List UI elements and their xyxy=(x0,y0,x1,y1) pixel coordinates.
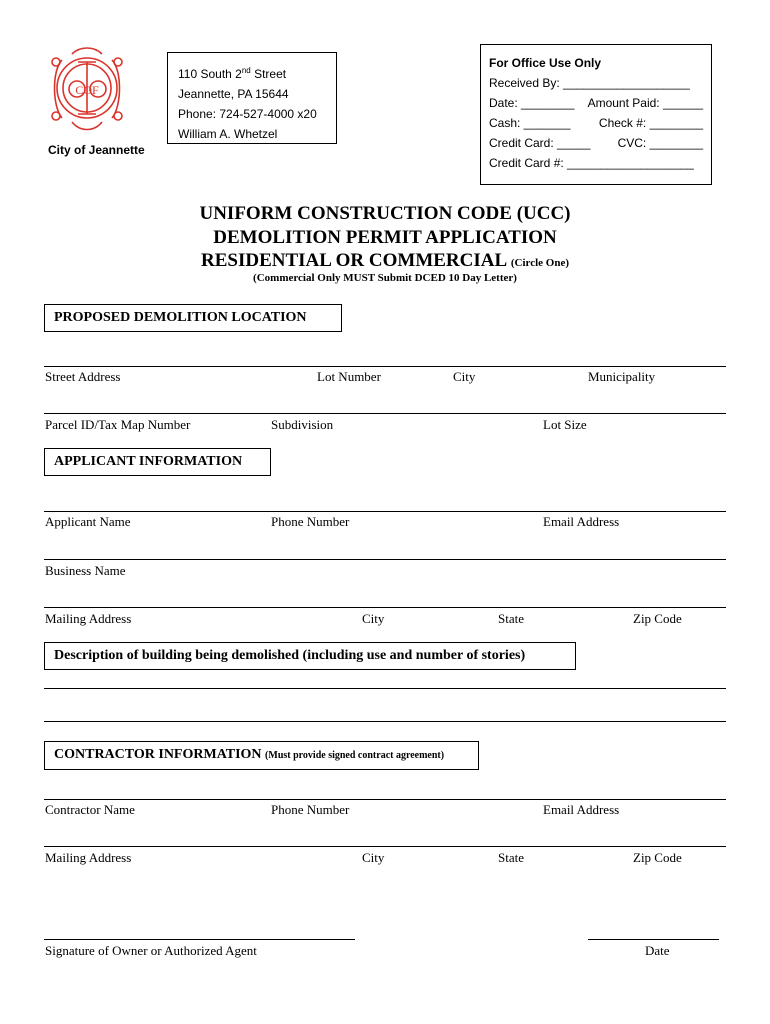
section-heading-applicant: APPLICANT INFORMATION xyxy=(44,448,271,476)
contractor-row1-line[interactable] xyxy=(44,799,726,800)
lot-number-label: Lot Number xyxy=(317,369,381,384)
date-line[interactable] xyxy=(588,939,719,940)
applicant-row2-line[interactable] xyxy=(44,559,726,560)
contractor-zip-label: Zip Code xyxy=(633,850,682,865)
city-name: City of Jeannette xyxy=(48,143,145,157)
check-field[interactable]: Check #: ________ xyxy=(598,116,703,130)
section-heading-location: PROPOSED DEMOLITION LOCATION xyxy=(44,304,342,332)
lot-size-label: Lot Size xyxy=(543,417,587,432)
contractor-state-label: State xyxy=(498,850,524,865)
form-subtitle: (Commercial Only MUST Submit DCED 10 Day Letter) xyxy=(253,272,517,284)
parcel-id-label: Parcel ID/Tax Map Number xyxy=(45,417,191,432)
amount-paid-field[interactable]: Amount Paid: ______ xyxy=(587,96,703,110)
business-name-label: Business Name xyxy=(45,563,126,578)
form-title-line-3: RESIDENTIAL OR COMMERCIAL (Circle One) xyxy=(201,250,569,271)
form-title-line-2: DEMOLITION PERMIT APPLICATION xyxy=(213,227,557,248)
cash-field[interactable]: Cash: _______ xyxy=(489,116,571,130)
contractor-row2-line[interactable] xyxy=(44,846,726,847)
address-phone: Phone: 724-527-4000 x20 xyxy=(178,107,317,121)
subdivision-label: Subdivision xyxy=(271,417,334,432)
credit-card-number-field[interactable]: Credit Card #: ___________________ xyxy=(489,156,694,170)
applicant-phone-label: Phone Number xyxy=(271,514,350,529)
applicant-mailing-address-label: Mailing Address xyxy=(45,611,132,626)
city-label: City xyxy=(453,369,476,384)
applicant-zip-label: Zip Code xyxy=(633,611,682,626)
applicant-state-label: State xyxy=(498,611,524,626)
location-row1-line[interactable] xyxy=(44,366,726,367)
municipality-label: Municipality xyxy=(588,369,656,384)
circle-one-note: (Circle One) xyxy=(510,257,569,269)
credit-card-field[interactable]: Credit Card: _____ xyxy=(489,136,591,150)
applicant-city-label: City xyxy=(362,611,385,626)
address-line-2: Jeannette, PA 15644 xyxy=(178,87,289,101)
applicant-email-label: Email Address xyxy=(543,514,620,529)
description-line-2[interactable] xyxy=(44,721,726,722)
address-line-1: 110 South 2nd Street xyxy=(178,66,287,81)
contractor-mailing-address-label: Mailing Address xyxy=(45,850,132,865)
logo-text: COF xyxy=(75,83,99,97)
section-heading-description: Description of building being demolished (including use and number of stories) xyxy=(44,642,576,670)
city-seal-logo xyxy=(42,40,132,140)
applicant-name-label: Applicant Name xyxy=(45,514,131,529)
address-contact: William A. Whetzel xyxy=(178,127,278,141)
address-box xyxy=(167,52,337,144)
applicant-row1-line[interactable] xyxy=(44,511,726,512)
location-row2-line[interactable] xyxy=(44,413,726,414)
office-use-box xyxy=(480,44,712,185)
section-heading-contractor: CONTRACTOR INFORMATION (Must provide signed contract agreement) xyxy=(44,741,479,770)
contractor-city-label: City xyxy=(362,850,385,865)
signature-label: Signature of Owner or Authorized Agent xyxy=(45,943,257,958)
contractor-name-label: Contractor Name xyxy=(45,802,135,817)
contractor-email-label: Email Address xyxy=(543,802,620,817)
form-title-line-1: UNIFORM CONSTRUCTION CODE (UCC) xyxy=(199,203,571,224)
contractor-note: (Must provide signed contract agreement) xyxy=(265,750,445,761)
cvc-field[interactable]: CVC: ________ xyxy=(617,136,703,150)
street-address-label: Street Address xyxy=(45,369,121,384)
applicant-row3-line[interactable] xyxy=(44,607,726,608)
received-by-field[interactable]: Received By: ___________________ xyxy=(489,76,690,90)
date-label: Date xyxy=(645,943,670,958)
office-use-title: For Office Use Only xyxy=(489,56,602,70)
description-line-1[interactable] xyxy=(44,688,726,689)
contractor-phone-label: Phone Number xyxy=(271,802,350,817)
signature-line[interactable] xyxy=(44,939,355,940)
date-field[interactable]: Date: ________ xyxy=(489,96,575,110)
